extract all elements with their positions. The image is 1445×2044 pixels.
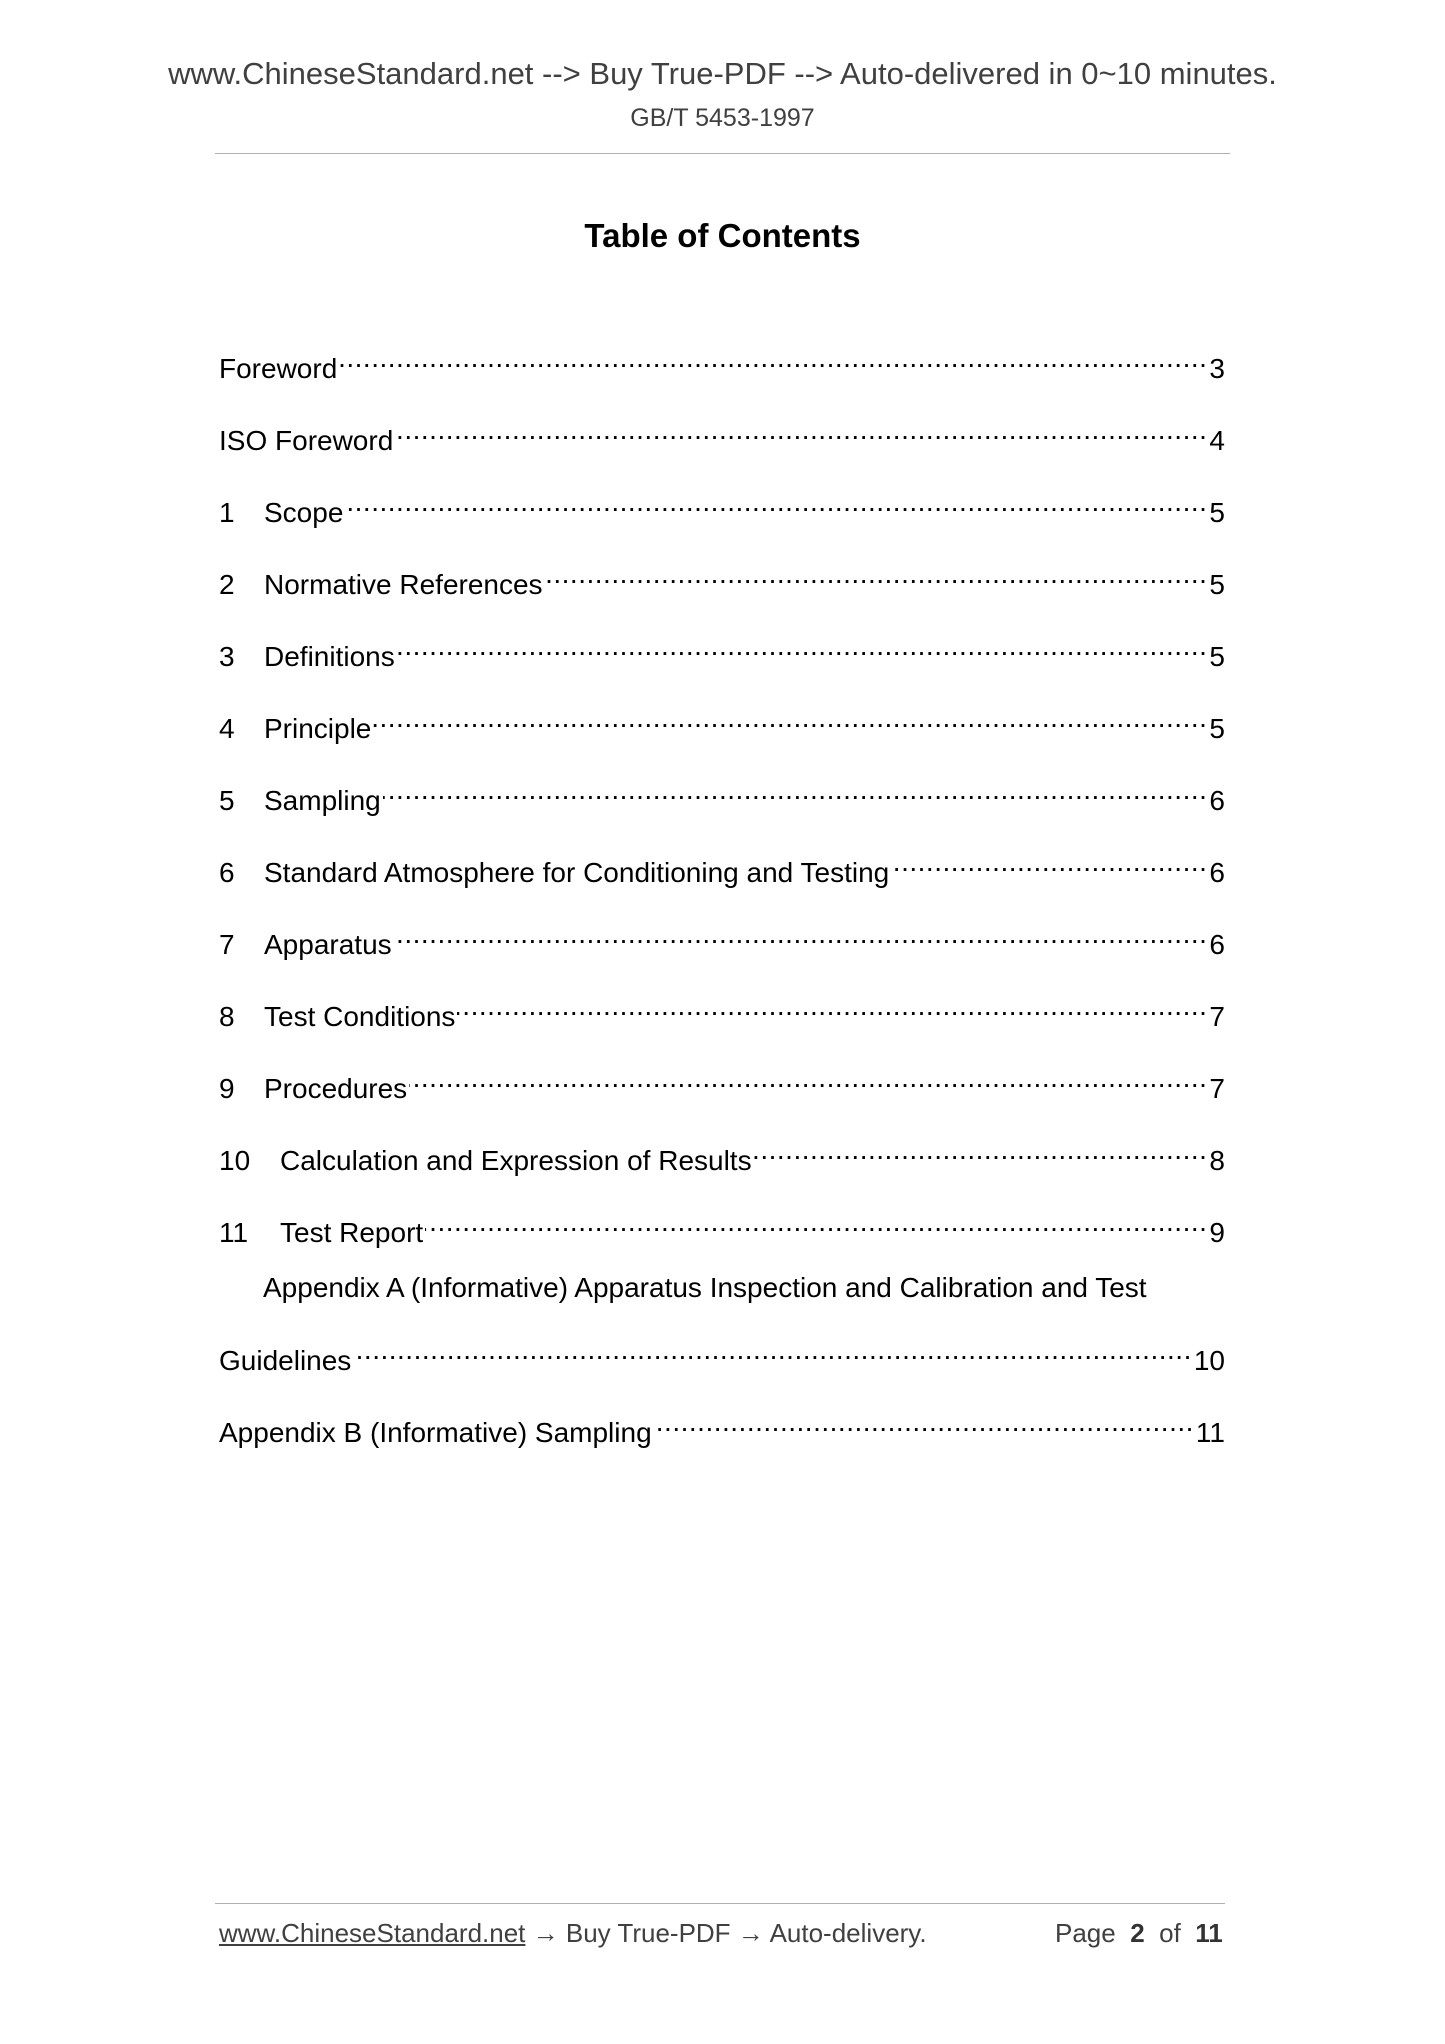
toc-entry-principle[interactable] bbox=[219, 698, 1225, 744]
toc-entry-appendix-a[interactable] bbox=[219, 1330, 1225, 1376]
toc-entry-iso-foreword[interactable] bbox=[219, 410, 1225, 456]
toc-entry-label: Procedures bbox=[264, 1073, 408, 1104]
toc-entry-page: 11 bbox=[1195, 1417, 1225, 1448]
toc-entry-number: 4 bbox=[219, 713, 235, 744]
toc-entry-page: 7 bbox=[1209, 1001, 1225, 1032]
toc-dot-leader bbox=[395, 410, 1207, 450]
toc-entry-number: 10 bbox=[219, 1145, 251, 1176]
toc-entry-calculation[interactable] bbox=[219, 1130, 1225, 1176]
toc-entry-page: 5 bbox=[1209, 641, 1225, 672]
toc-entry-page: 7 bbox=[1209, 1073, 1225, 1104]
toc-entry-page: 10 bbox=[1193, 1345, 1225, 1376]
toc-entry-normative-references[interactable] bbox=[219, 554, 1225, 600]
toc-entry-apparatus[interactable] bbox=[219, 914, 1225, 960]
toc-entry-procedures[interactable] bbox=[219, 1058, 1225, 1104]
toc-entry-label: Appendix B (Informative) Sampling bbox=[219, 1417, 652, 1448]
toc-dot-leader bbox=[383, 770, 1208, 810]
toc-entry-label: Standard Atmosphere for Conditioning and Testing bbox=[264, 857, 890, 888]
header-banner: www.ChineseStandard.net --> Buy True-PDF --> Auto-delivered in 0~10 minutes. bbox=[168, 56, 1277, 91]
toc-dot-leader bbox=[425, 1202, 1207, 1242]
toc-entry-test-report[interactable] bbox=[219, 1202, 1225, 1248]
toc-entry-page: 6 bbox=[1209, 785, 1225, 816]
toc-dot-leader bbox=[353, 1330, 1192, 1370]
toc-entry-sampling[interactable] bbox=[219, 770, 1225, 816]
of-word: of bbox=[1159, 1918, 1181, 1948]
toc-dot-leader bbox=[457, 986, 1207, 1026]
toc-entry-page: 5 bbox=[1209, 497, 1225, 528]
toc-dot-leader bbox=[891, 842, 1207, 882]
toc-entry-label: Sampling bbox=[264, 785, 381, 816]
footer-tagline: → Buy True-PDF → Auto-delivery. bbox=[525, 1918, 927, 1948]
toc-dot-leader bbox=[654, 1402, 1194, 1442]
toc-entry-label: Foreword bbox=[219, 353, 338, 384]
toc-entry-number: 7 bbox=[219, 929, 235, 960]
toc-entry-number: 5 bbox=[219, 785, 235, 816]
page-indicator bbox=[1055, 1918, 1223, 1949]
toc-dot-leader bbox=[339, 338, 1207, 378]
footer-left bbox=[219, 1918, 927, 1949]
document-code: GB/T 5453-1997 bbox=[630, 104, 815, 132]
toc-entry-label: Test Report bbox=[280, 1217, 424, 1248]
toc-entry-scope[interactable] bbox=[219, 482, 1225, 528]
footer-divider bbox=[215, 1903, 1225, 1904]
toc-entry-number: 1 bbox=[219, 497, 235, 528]
toc-entry-label: Apparatus bbox=[264, 929, 392, 960]
toc-entry-standard-atmosphere[interactable] bbox=[219, 842, 1225, 888]
toc-entry-number: 9 bbox=[219, 1073, 235, 1104]
toc-entry-page: 5 bbox=[1209, 713, 1225, 744]
toc-entry-page: 3 bbox=[1209, 353, 1225, 384]
header-divider bbox=[215, 153, 1230, 154]
toc-title: Table of Contents bbox=[584, 217, 861, 254]
toc-entry-page: 8 bbox=[1209, 1145, 1225, 1176]
toc-dot-leader bbox=[397, 626, 1208, 666]
toc-entry-number: 6 bbox=[219, 857, 235, 888]
toc-entry-page: 5 bbox=[1209, 569, 1225, 600]
toc-entry-number: 3 bbox=[219, 641, 235, 672]
toc-entry-label: ISO Foreword bbox=[219, 425, 394, 456]
toc-entry-label: Definitions bbox=[264, 641, 395, 672]
toc-entry-label: Calculation and Expression of Results bbox=[280, 1145, 752, 1176]
toc-dot-leader bbox=[409, 1058, 1207, 1098]
toc-entry-appendix-b[interactable] bbox=[219, 1402, 1225, 1448]
footer-site-link[interactable]: www.ChineseStandard.net bbox=[219, 1918, 526, 1948]
toc-dot-leader bbox=[373, 698, 1207, 738]
page-word: Page bbox=[1055, 1918, 1116, 1948]
toc-entry-foreword[interactable] bbox=[219, 338, 1225, 384]
toc-dot-leader bbox=[545, 554, 1208, 594]
toc-entry-appendix-a-line1[interactable]: Appendix A (Informative) Apparatus Inspection and Calibration and Test bbox=[263, 1272, 1147, 1303]
toc-entry-number: 11 bbox=[219, 1217, 249, 1248]
toc-entry-test-conditions[interactable] bbox=[219, 986, 1225, 1032]
page-current: 2 bbox=[1130, 1918, 1145, 1948]
toc-entry-label: Guidelines bbox=[219, 1345, 352, 1376]
toc-entry-page: 6 bbox=[1209, 929, 1225, 960]
toc-entry-page: 4 bbox=[1209, 425, 1225, 456]
page-total: 11 bbox=[1195, 1918, 1223, 1948]
toc-dot-leader bbox=[394, 914, 1208, 954]
toc-entry-label: Test Conditions bbox=[264, 1001, 456, 1032]
toc-dot-leader bbox=[754, 1130, 1208, 1170]
toc-entry-definitions[interactable] bbox=[219, 626, 1225, 672]
toc-entry-number: 8 bbox=[219, 1001, 235, 1032]
toc-entry-label: Normative References bbox=[264, 569, 543, 600]
toc-entry-label: Principle bbox=[264, 713, 372, 744]
toc-entry-number: 2 bbox=[219, 569, 235, 600]
toc-entry-page: 6 bbox=[1209, 857, 1225, 888]
toc-entry-page: 9 bbox=[1209, 1217, 1225, 1248]
toc-dot-leader bbox=[345, 482, 1207, 522]
toc-entry-label: Scope bbox=[264, 497, 344, 528]
